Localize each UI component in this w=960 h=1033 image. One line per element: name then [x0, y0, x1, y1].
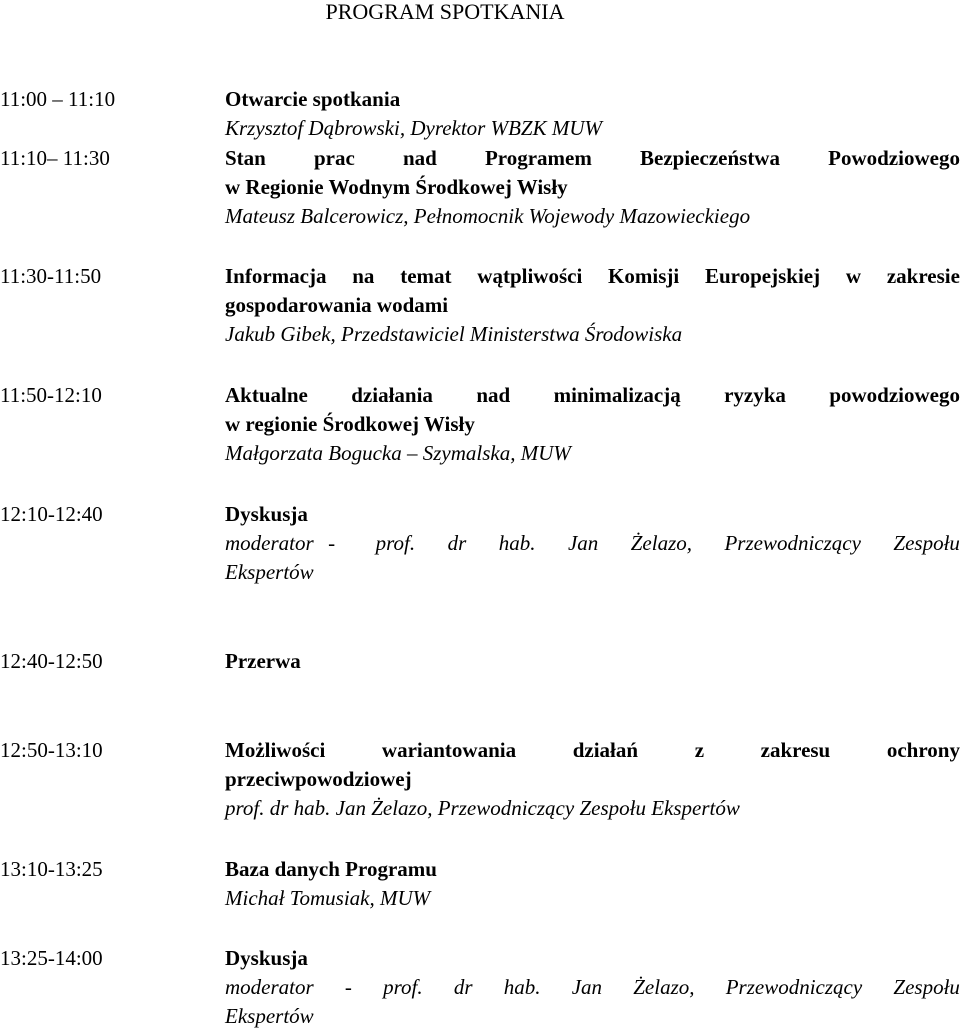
agenda-title-line: w Regionie Wodnym Środkowej Wisły — [225, 175, 568, 199]
agenda-speaker: Michał Tomusiak, MUW — [225, 886, 431, 910]
agenda-title: Otwarcie spotkania — [225, 87, 401, 111]
agenda-title: Baza danych Programu — [225, 857, 437, 881]
agenda-title-line: Aktualne działania nad minimalizacją ryzyka powodziowego — [225, 383, 960, 407]
agenda-moderator-line: Ekspertów — [225, 560, 314, 584]
agenda-moderator-line: moderator - prof. dr hab. Jan Żelazo, Przewodniczący Zespołu — [225, 531, 960, 555]
agenda-time: 11:50-12:10 — [0, 383, 102, 407]
page-title: PROGRAM SPOTKANIA — [325, 0, 565, 24]
agenda-content — [225, 144, 960, 231]
agenda-content — [225, 85, 960, 143]
agenda-time: 12:40-12:50 — [0, 649, 103, 673]
agenda-title: Dyskusja — [225, 502, 308, 526]
agenda-content — [225, 500, 960, 587]
agenda-speaker: Jakub Gibek, Przedstawiciel Ministerstwa Środowiska — [225, 322, 683, 346]
agenda-time: 13:10-13:25 — [0, 857, 103, 881]
agenda-title-line: przeciwpowodziowej — [225, 767, 412, 791]
agenda-speaker: Krzysztof Dąbrowski, Dyrektor WBZK MUW — [225, 116, 603, 140]
agenda-time: 11:00 – 11:10 — [0, 87, 116, 111]
agenda-moderator-line: moderator - prof. dr hab. Jan Żelazo, Przewodniczący Zespołu — [225, 975, 960, 999]
agenda-content — [225, 381, 960, 468]
agenda-speaker: prof. dr hab. Jan Żelazo, Przewodniczący Zespołu Ekspertów — [225, 796, 740, 820]
agenda-time: 13:25-14:00 — [0, 946, 103, 970]
agenda-time: 11:30-11:50 — [0, 264, 102, 288]
agenda-speaker: Mateusz Balcerowicz, Pełnomocnik Wojewody Mazowieckiego — [225, 204, 751, 228]
agenda-content — [225, 855, 960, 913]
agenda-title-line: Informacja na temat wątpliwości Komisji Europejskiej w zakresie — [225, 264, 960, 288]
agenda-time: 12:50-13:10 — [0, 738, 103, 762]
agenda-moderator-line: Ekspertów — [225, 1004, 314, 1028]
agenda-time: 12:10-12:40 — [0, 502, 103, 526]
agenda-title-line: gospodarowania wodami — [225, 293, 449, 317]
agenda-title-line: w regionie Środkowej Wisły — [225, 412, 475, 436]
agenda-content — [225, 944, 960, 1031]
agenda-content — [225, 736, 960, 823]
agenda-content — [225, 647, 960, 676]
agenda-title-line: Stan prac nad Programem Bezpieczeństwa Powodziowego — [225, 146, 960, 170]
agenda-content — [225, 262, 960, 349]
agenda-title: Przerwa — [225, 649, 301, 673]
agenda-speaker: Małgorzata Bogucka – Szymalska, MUW — [225, 441, 571, 465]
agenda-title-line: Możliwości wariantowania działań z zakresu ochrony — [225, 738, 960, 762]
agenda-time: 11:10– 11:30 — [0, 146, 110, 170]
agenda-title: Dyskusja — [225, 946, 308, 970]
